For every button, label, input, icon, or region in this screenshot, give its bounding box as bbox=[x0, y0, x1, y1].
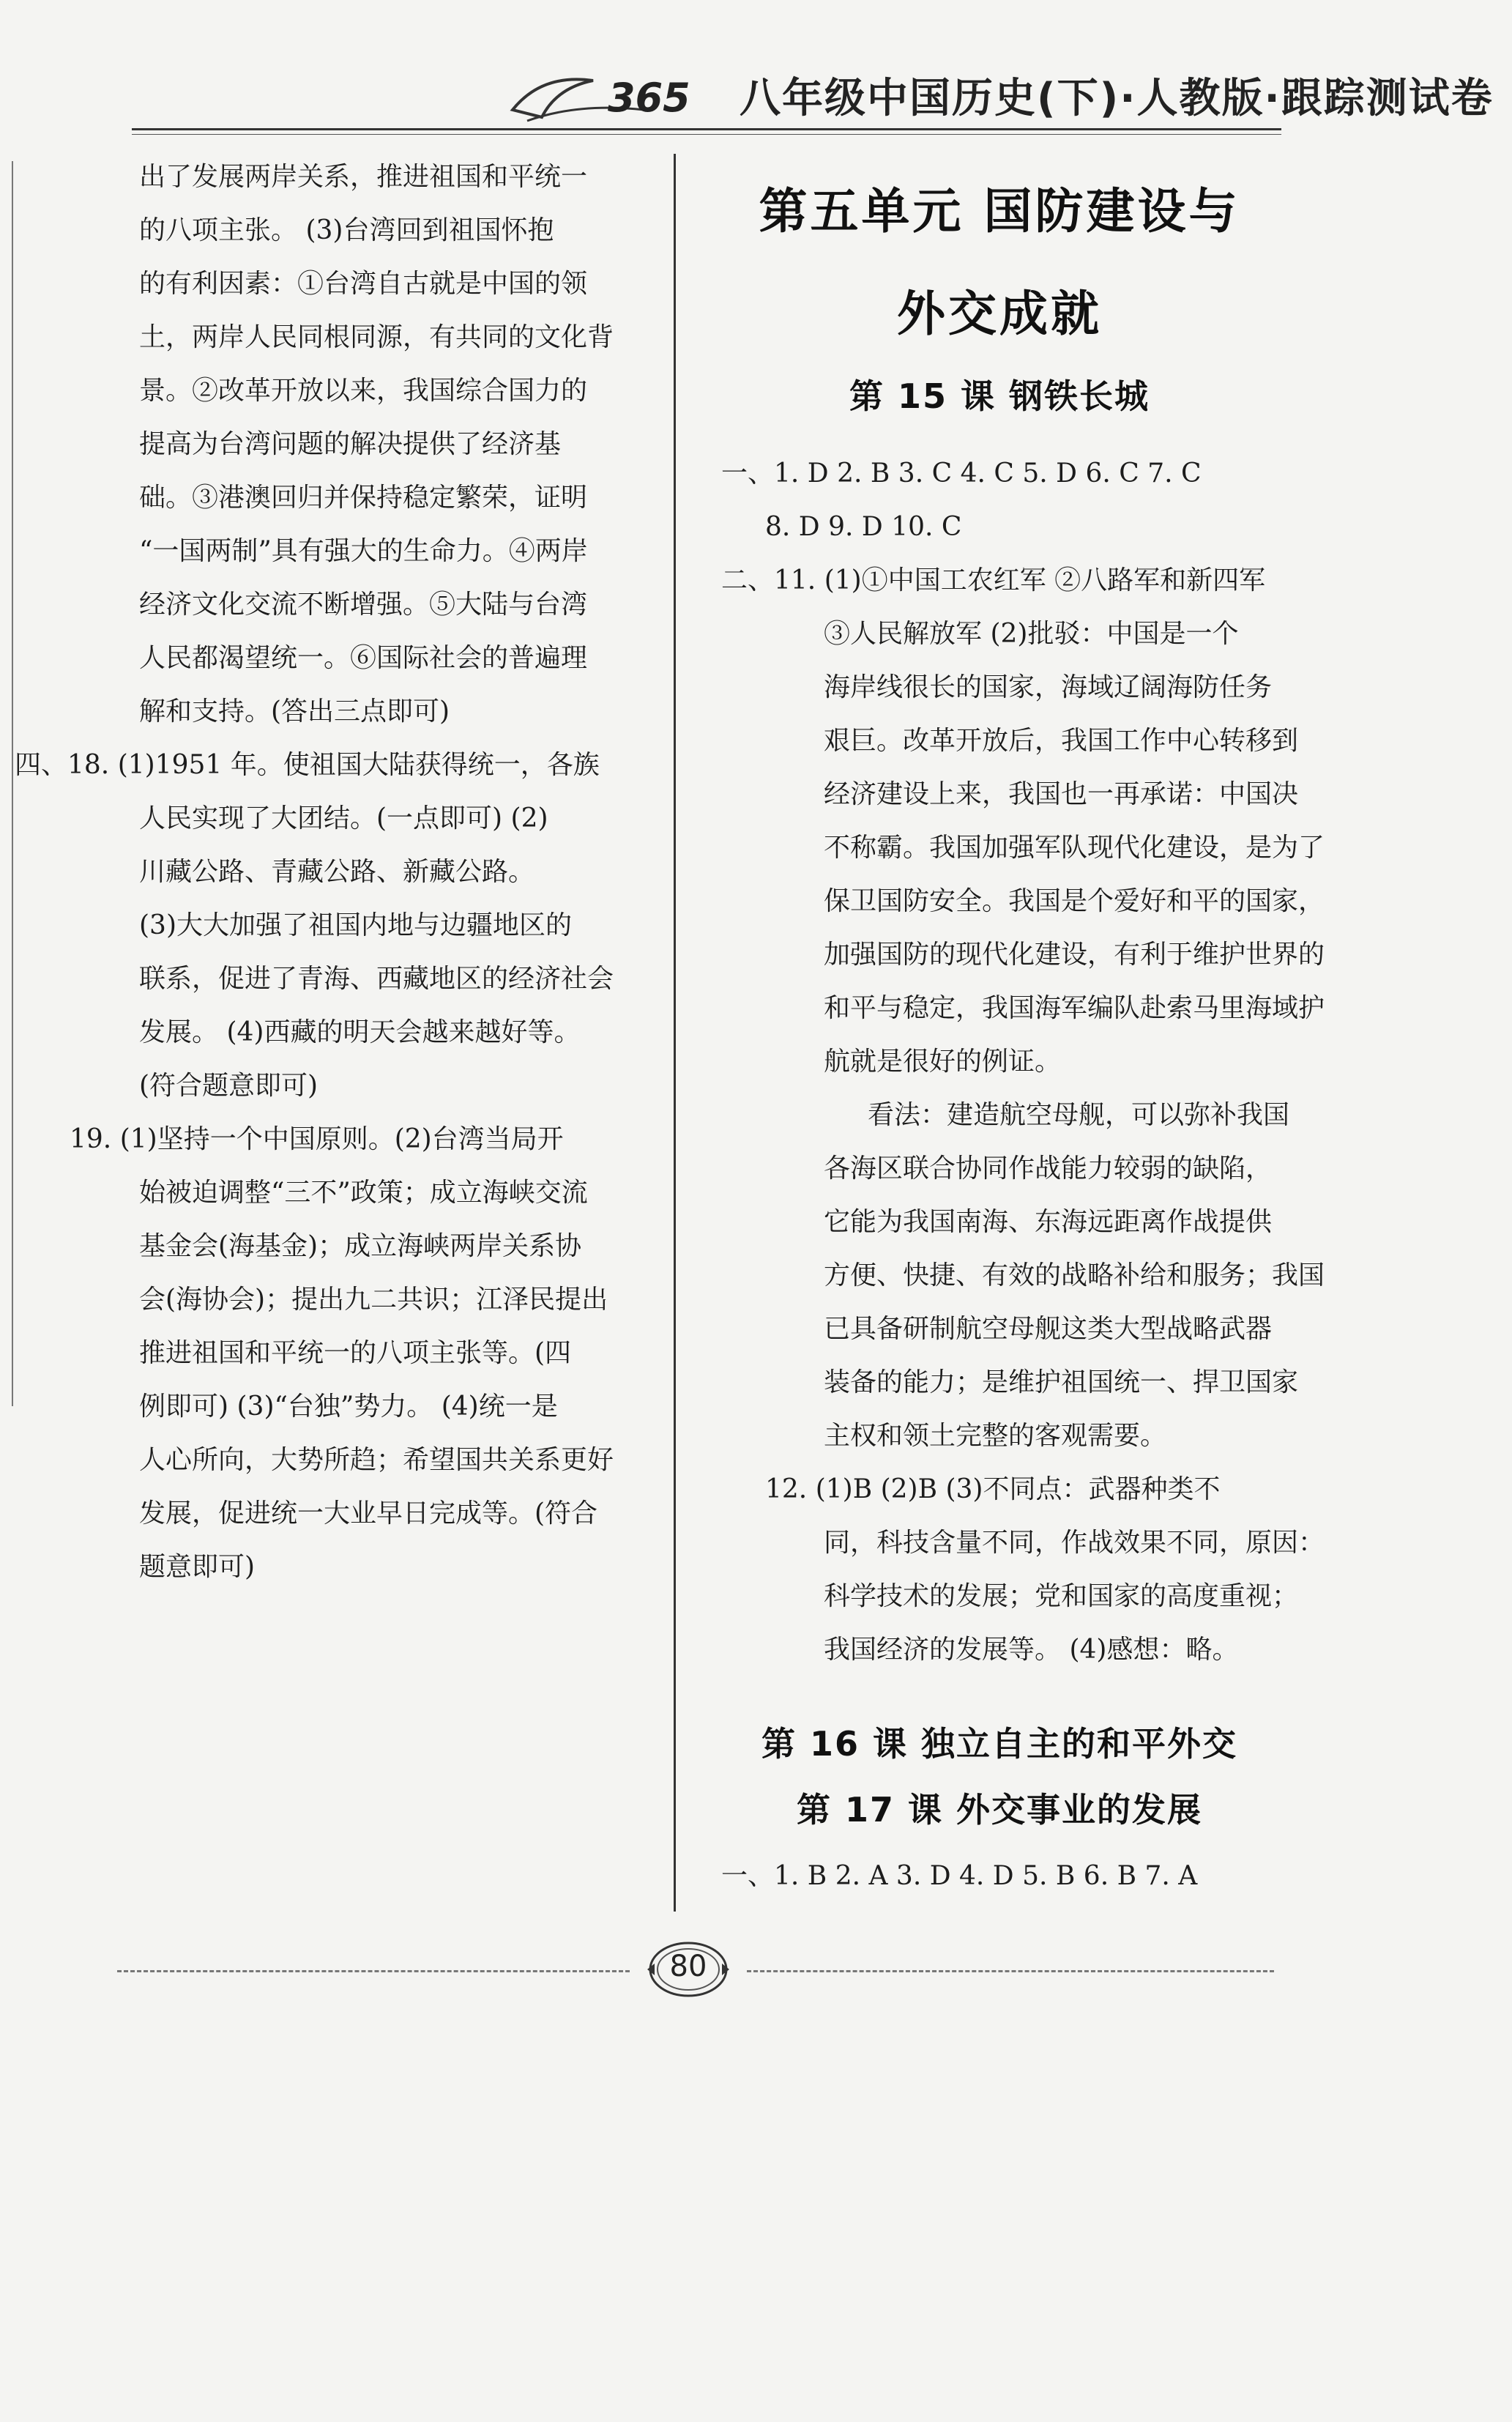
answer-line: 二、11. (1)①中国工农红军 ②八路军和新四军 bbox=[721, 565, 1266, 595]
text-line: 景。②改革开放以来，我国综合国力的 bbox=[139, 376, 588, 406]
text-line: 人民实现了大团结。(一点即可) (2) bbox=[139, 803, 548, 833]
answer-line: 看法：建造航空母舰，可以弥补我国 bbox=[868, 1100, 1290, 1130]
header-title: 八年级中国历史(下)·人教版·跟踪测试卷 bbox=[740, 75, 1494, 122]
text-line: 经济文化交流不断增强。⑤大陆与台湾 bbox=[139, 590, 588, 620]
answer-line: 艰巨。改革开放后，我国工作中心转移到 bbox=[824, 726, 1299, 756]
logo-text: 365 bbox=[608, 75, 690, 121]
answer-line: 主权和领土完整的客观需要。 bbox=[824, 1421, 1167, 1451]
page-number: 80 bbox=[669, 1950, 707, 1983]
answer-line: 同，科技含量不同，作战效果不同，原因： bbox=[824, 1528, 1325, 1558]
column-divider bbox=[674, 154, 676, 1912]
text-line: 发展，促进统一大业早日完成等。(符合 bbox=[139, 1498, 598, 1528]
text-line: 始被迫调整“三不”政策；成立海峡交流 bbox=[139, 1178, 588, 1208]
text-line: (3)大大加强了祖国内地与边疆地区的 bbox=[139, 910, 572, 940]
text-line: “一国两制”具有强大的生命力。④两岸 bbox=[139, 536, 588, 566]
text-line: 川藏公路、青藏公路、新藏公路。 bbox=[139, 857, 535, 887]
text-line: 发展。 (4)西藏的明天会越来越好等。 bbox=[139, 1017, 581, 1047]
answer-line: 一、1. D 2. B 3. C 4. C 5. D 6. C 7. C bbox=[721, 458, 1202, 489]
publisher-logo bbox=[498, 59, 718, 132]
answer-line: 装备的能力；是维护祖国统一、捍卫国家 bbox=[824, 1367, 1299, 1397]
text-line: 题意即可) bbox=[139, 1552, 256, 1582]
text-line: 的有利因素：①台湾自古就是中国的领 bbox=[139, 269, 588, 299]
text-line: 基金会(海基金)；成立海峡两岸关系协 bbox=[139, 1231, 582, 1261]
answer-line: 经济建设上来，我国也一再承诺：中国决 bbox=[824, 779, 1299, 809]
text-line: 联系，促进了青海、西藏地区的经济社会 bbox=[139, 964, 614, 994]
unit-title: 第五单元 国防建设与 bbox=[759, 183, 1240, 239]
text-line: 会(海协会)；提出九二共识；江泽民提出 bbox=[139, 1285, 608, 1315]
text-line: 解和支持。(答出三点即可) bbox=[139, 696, 450, 727]
answer-line: 一、1. B 2. A 3. D 4. D 5. B 6. B 7. A bbox=[721, 1861, 1198, 1891]
header-rule-thin bbox=[132, 134, 1281, 135]
lesson-15-answers bbox=[721, 447, 1325, 1676]
text-line: 人民都渴望统一。⑥国际社会的普遍理 bbox=[139, 643, 588, 673]
answer-line: 8. D 9. D 10. C bbox=[765, 512, 962, 542]
lesson-17-title: 第 17 课 外交事业的发展 bbox=[796, 1790, 1203, 1829]
unit-title-line2: 外交成就 bbox=[897, 286, 1102, 342]
text-line: (符合题意即可) bbox=[139, 1071, 319, 1101]
answer-line: 不称霸。我国加强军队现代化建设，是为了 bbox=[824, 833, 1325, 863]
answer-line: 海岸线很长的国家，海域辽阔海防任务 bbox=[824, 672, 1273, 702]
text-line: 推进祖国和平统一的八项主张等。(四 bbox=[139, 1338, 572, 1368]
margin-line bbox=[12, 161, 13, 1406]
header-rule bbox=[132, 128, 1281, 130]
page-header bbox=[117, 51, 1494, 139]
lesson-17-answers bbox=[721, 1849, 1278, 1903]
answer-line: 方便、快捷、有效的战略补给和服务；我国 bbox=[824, 1260, 1325, 1290]
answer-line: 保卫国防安全。我国是个爱好和平的国家， bbox=[824, 886, 1325, 916]
answer-line: ③人民解放军 (2)批驳：中国是一个 bbox=[824, 619, 1239, 649]
answer-line: 和平与稳定，我国海军编队赴索马里海域护 bbox=[824, 993, 1325, 1023]
text-line: 土，两岸人民同根同源，有共同的文化背 bbox=[139, 322, 614, 352]
lesson-15-title: 第 15 课 钢铁长城 bbox=[849, 376, 1150, 416]
answer-line: 加强国防的现代化建设，有利于维护世界的 bbox=[824, 940, 1325, 970]
answer-line: 已具备研制航空母舰这类大型战略武器 bbox=[824, 1314, 1273, 1344]
text-line: 的八项主张。 (3)台湾回到祖国怀抱 bbox=[139, 215, 554, 245]
footer-rule-left bbox=[117, 1970, 630, 1972]
left-column bbox=[15, 150, 622, 1594]
answer-line: 航就是很好的例证。 bbox=[824, 1047, 1062, 1077]
answer-line: 12. (1)B (2)B (3)不同点：武器种类不 bbox=[765, 1474, 1221, 1504]
text-line: 提高为台湾问题的解决提供了经济基 bbox=[139, 429, 562, 459]
answer-line: 科学技术的发展；党和国家的高度重视； bbox=[824, 1581, 1299, 1611]
answer-line: 各海区联合协同作战能力较弱的缺陷， bbox=[824, 1154, 1273, 1184]
answer-line: 它能为我国南海、东海远距离作战提供 bbox=[824, 1207, 1273, 1237]
question-19: 19. (1)坚持一个中国原则。(2)台湾当局开 bbox=[70, 1124, 564, 1154]
footer-rule-right bbox=[747, 1970, 1274, 1972]
text-line: 例即可) (3)“台独”势力。 (4)统一是 bbox=[139, 1392, 558, 1422]
text-line: 出了发展两岸关系，推进祖国和平统一 bbox=[139, 162, 588, 192]
text-line: 人心所向，大势所趋；希望国共关系更好 bbox=[139, 1445, 614, 1475]
lesson-16-title: 第 16 课 独立自主的和平外交 bbox=[761, 1724, 1238, 1764]
text-line: 础。③港澳回归并保持稳定繁荣，证明 bbox=[139, 483, 588, 513]
answer-line: 我国经济的发展等。 (4)感想：略。 bbox=[824, 1635, 1239, 1665]
question-18: 四、18. (1)1951 年。使祖国大陆获得统一，各族 bbox=[15, 750, 600, 780]
